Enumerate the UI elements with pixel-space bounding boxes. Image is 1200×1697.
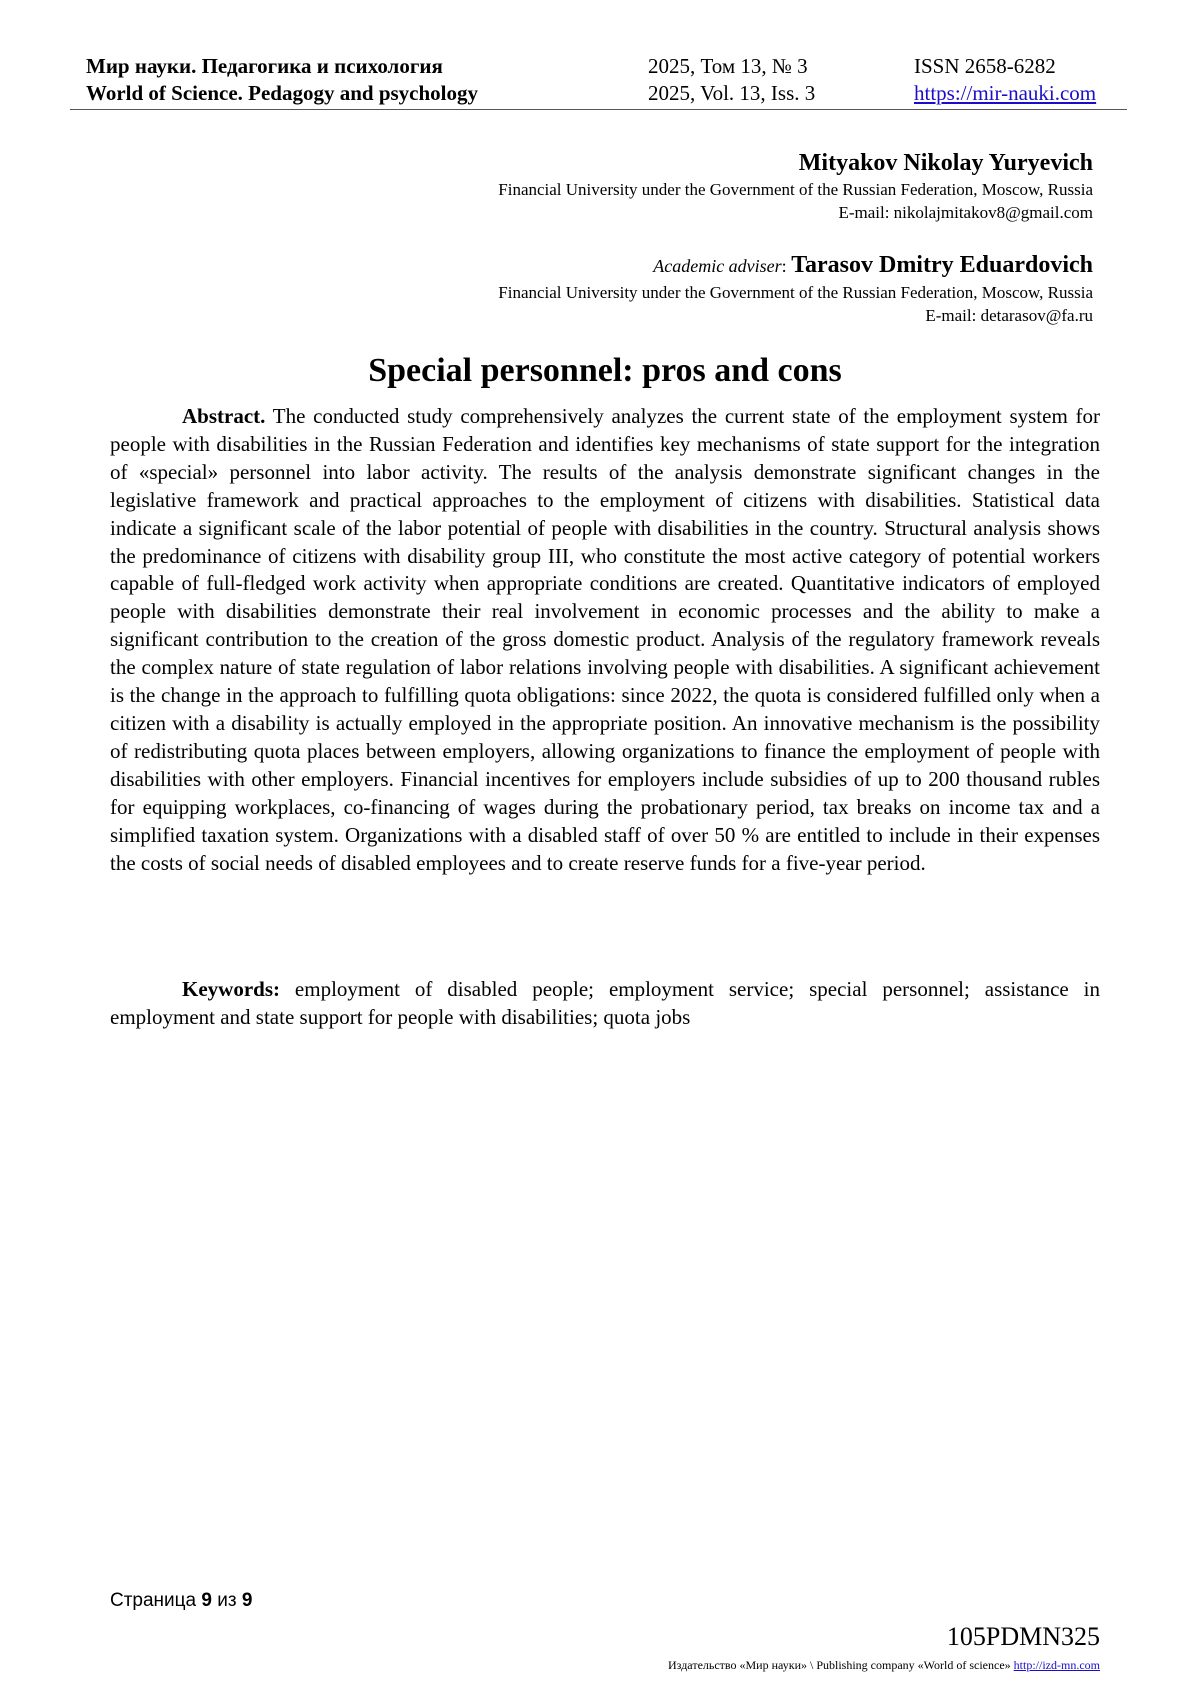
publisher-url-link[interactable]: http://izd-mn.com — [1013, 1658, 1100, 1672]
author-block — [293, 148, 1093, 224]
abstract-label: Abstract. — [182, 404, 266, 428]
page-total: 9 — [241, 1590, 253, 1611]
article-title: Special personnel: pros and cons — [368, 352, 842, 389]
adviser-email: E-mail: detarasov@fa.ru — [925, 306, 1093, 325]
author-affiliation: Financial University under the Government of the Russian Federation, Moscow, Russia — [498, 180, 1093, 199]
volume-info-en: 2025, Vol. 13, Iss. 3 — [648, 81, 816, 105]
keywords-label: Keywords: — [182, 977, 280, 1001]
abstract-text: The conducted study comprehensively analyzes the current state of the employment system for people with disabilities in the Russian Federation and identifies key mechanisms of state support for the integration of «special» personnel into labor activity. The results of the analysis demonstrate significant changes in the legislative framework and practical approaches to the employment of citizens with disabilities. Statistical data indicate a significant scale of the labor potential of people with disabilities in the country. Structural analysis shows the predominance of citizens with disability group III, who constitute the most active category of potential workers capable of full-fledged work activity when appropriate conditions are created. Quantitative indicators of employed people with disabilities demonstrate their real involvement in economic processes and the ability to make a significant contribution to the creation of the gross domestic product. Analysis of the regulatory framework reveals the complex nature of state regulation of labor relations involving people with disabilities. A significant achievement is the change in the approach to fulfilling quota obligations: since 2022, the quota is considered fulfilled only when a citizen with a disability is actually employed in the appropriate position. An innovative mechanism is the possibility of redistributing quota places between employers, allowing organizations to finance the employment of people with disabilities with other employers. Financial incentives for employers include subsidies of up to 200 thousand rubles for equipping workplaces, co-financing of wages during the probationary period, tax breaks on income tax and a simplified taxation system. Organizations with a disabled staff of over 50 % are entitled to include in their expenses the costs of social needs of disabled employees and to create reserve funds for a five-year period. — [110, 404, 1100, 875]
keywords-paragraph — [110, 976, 1100, 1032]
issn: ISSN 2658-6282 — [914, 54, 1056, 78]
journal-header — [70, 53, 1127, 110]
adviser-separator: : — [781, 256, 792, 276]
volume-info-ru: 2025, Том 13, № 3 — [648, 54, 808, 78]
page-counter — [110, 1589, 252, 1613]
publisher-line — [668, 1657, 1100, 1673]
journal-url-link[interactable]: https://mir-nauki.com — [914, 81, 1097, 105]
keywords-text: employment of disabled people; employment service; special personnel; assistance in employment and state support for people with disabilities; quota jobs — [110, 977, 1100, 1029]
journal-title-en: World of Science. Pedagogy and psychology — [86, 81, 479, 105]
adviser-affiliation: Financial University under the Government of the Russian Federation, Moscow, Russia — [498, 283, 1093, 302]
page-current: 9 — [201, 1590, 212, 1611]
publisher-text: Издательство «Мир науки» \ Publishing company «World of science» — [668, 1658, 1014, 1672]
adviser-line — [293, 250, 1093, 281]
page-prefix: Страница — [110, 1590, 202, 1611]
journal-title-ru: Мир науки. Педагогика и психология — [86, 54, 443, 78]
author-name: Mityakov Nikolay Yuryevich — [798, 150, 1093, 176]
adviser-block — [293, 250, 1093, 327]
document-code: 105PDMN325 — [946, 1622, 1100, 1651]
adviser-label: Academic adviser — [653, 256, 782, 276]
author-email: E-mail: nikolajmitakov8@gmail.com — [838, 203, 1093, 222]
adviser-name: Tarasov Dmitry Eduardovich — [791, 252, 1093, 278]
abstract-paragraph — [110, 403, 1100, 877]
page-separator: из — [211, 1590, 242, 1611]
